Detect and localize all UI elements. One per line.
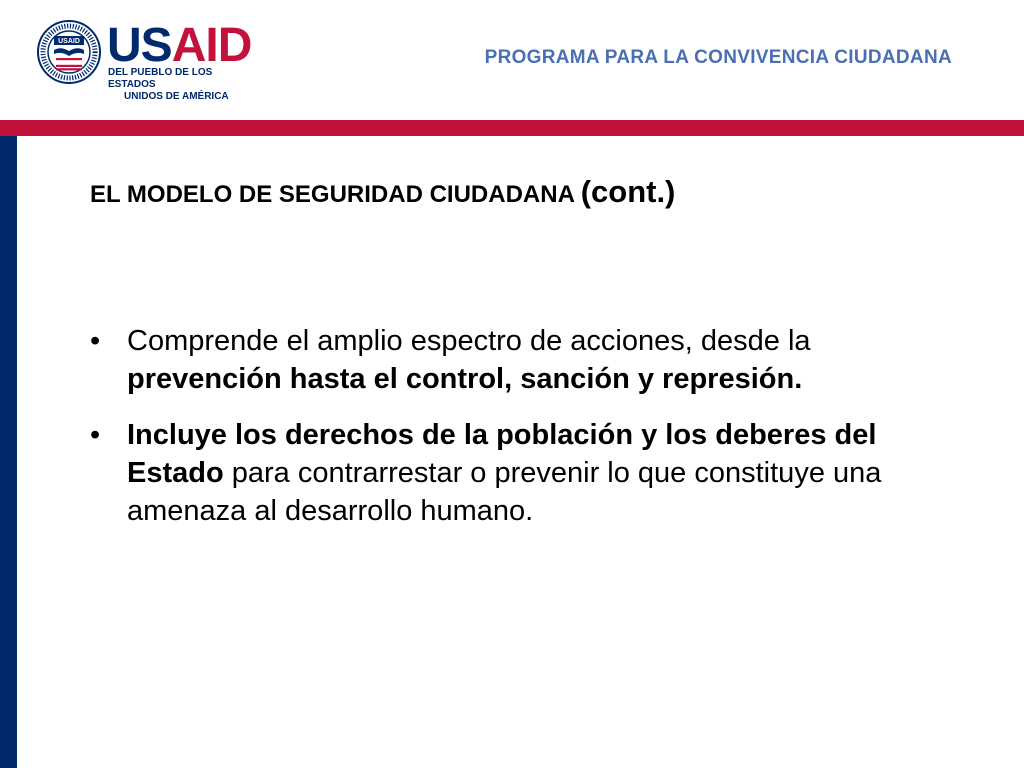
bullet-2-bold-text: Incluye los derechos de la población y los deberes del Estado	[127, 419, 877, 489]
slide-title-main: EL MODELO DE SEGURIDAD CIUDADANA	[90, 181, 581, 208]
bullet-list	[90, 322, 950, 548]
slide-title	[90, 174, 675, 210]
bullet-item-1	[90, 322, 950, 398]
bullet-item-2	[90, 416, 950, 530]
red-divider-bar	[0, 120, 1024, 136]
blue-side-bar	[0, 136, 17, 768]
seal-center-label: USAID	[58, 38, 80, 46]
program-title: PROGRAMA PARA LA CONVIVENCIA CIUDADANA	[484, 47, 952, 68]
bullet-1-text: Comprende el amplio espectro de acciones, desde la	[127, 325, 811, 357]
wordmark-us: US	[107, 19, 172, 72]
usaid-wordmark	[107, 19, 252, 72]
wordmark-aid: AID	[171, 19, 252, 72]
slide-title-suffix: (cont.)	[580, 174, 676, 209]
header	[0, 0, 1024, 118]
bullet-icon: •	[90, 325, 101, 357]
bullet-2-text: para contrarrestar o prevenir lo que constituye una amenaza al desarrollo humano.	[127, 457, 882, 527]
tagline-line-2: UNIDOS DE AMÉRICA	[124, 91, 229, 102]
usaid-seal-icon	[37, 20, 101, 84]
bullet-1-bold-text: prevención hasta el control, sanción y represión.	[127, 363, 803, 395]
bullet-icon: •	[90, 419, 101, 451]
usaid-tagline	[108, 67, 258, 103]
tagline-line-1: DEL PUEBLO DE LOS ESTADOS	[108, 67, 213, 90]
